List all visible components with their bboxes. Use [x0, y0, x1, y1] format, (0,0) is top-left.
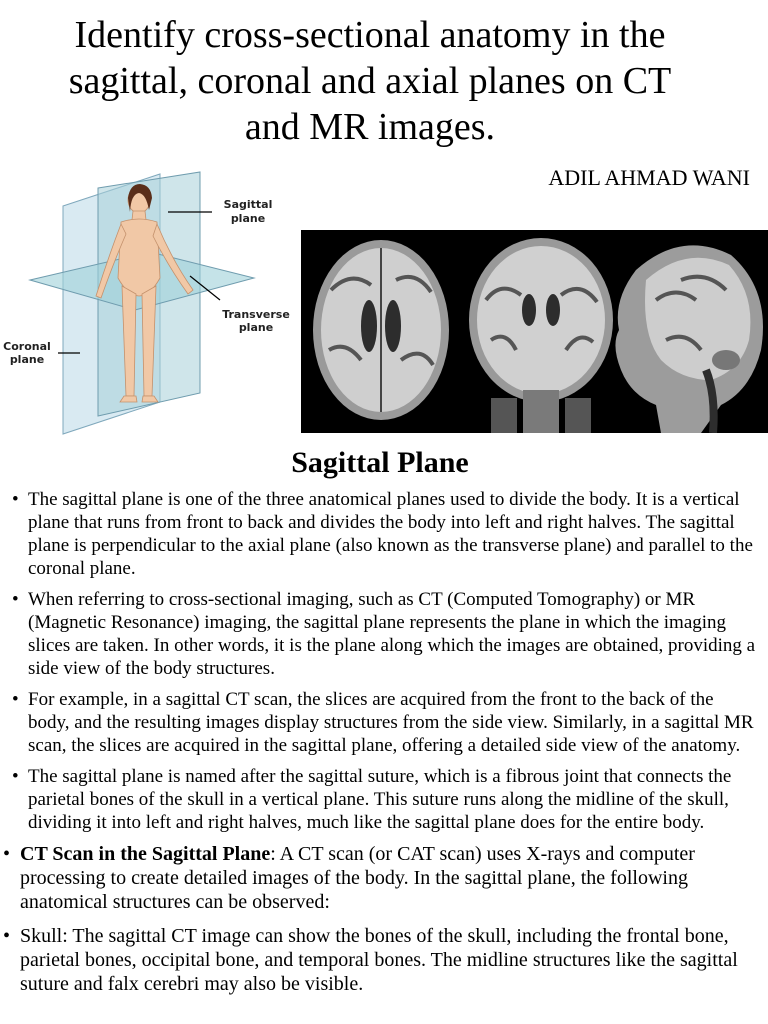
transverse-label-line2: plane	[238, 321, 274, 334]
section-heading: Sagittal Plane	[291, 446, 469, 479]
coronal-label-line2: plane	[9, 353, 45, 366]
coronal-label-line1: Coronal	[3, 340, 51, 353]
anatomical-planes-diagram	[0, 168, 300, 436]
list-item: • The sagittal plane is one of the three anatomical planes used to divide the body. It is a vertical plane that runs from front to back and divides the body into left and right halves. The sagittal plane is perpendicular to the axial plane (also known as the transverse plane) and parallel to the coronal plane.	[0, 488, 768, 580]
content-list	[0, 488, 768, 1006]
axial-mri-image	[313, 240, 449, 420]
mri-scans-panel	[301, 230, 768, 433]
ct-scan-item	[0, 842, 768, 914]
author-name: ADIL AHMAD WANI	[548, 165, 750, 190]
list-item: • For example, in a sagittal CT scan, the slices are acquired from the front to the back of the body, and the resulting images display structures from the side view. Similarly, in a sagittal MR scan, the slices are acquired in the sagittal plane, offering a detailed side view of the anatomy.	[0, 688, 768, 757]
skull-item: • Skull: The sagittal CT image can show the bones of the skull, including the frontal bone, parietal bones, occipital bone, and temporal bones. The midline structures like the sagittal suture and falx cerebri may also be visible.	[0, 924, 768, 996]
ct-scan-text: : A CT scan (or CAT scan) uses X-rays and computer processing to create detailed images of the body. In the sagittal plane, the following anatomical structures can be observed:	[20, 843, 695, 913]
page-title: Identify cross-sectional anatomy in the sagittal, coronal and axial planes on CT and MR images.	[68, 14, 672, 148]
list-item: • The sagittal plane is named after the sagittal suture, which is a fibrous joint that connects the parietal bones of the skull in a vertical plane. This suture runs along the midline of the skull, dividing it into left and right halves, much like the sagittal plane does for the entire body.	[0, 765, 768, 834]
transverse-label-line1: Transverse	[222, 308, 290, 321]
ct-scan-heading: CT Scan in the Sagittal Plane	[20, 843, 271, 865]
sagittal-label-line2: plane	[230, 212, 266, 225]
sagittal-label-line1: Sagittal	[223, 198, 273, 211]
list-item: • When referring to cross-sectional imaging, such as CT (Computed Tomography) or MR (Magnetic Resonance) imaging, the sagittal plane represents the plane in which the imaging slices are taken. In other words, it is the plane along which the images are obtained, providing a side view of the body structures.	[0, 588, 768, 680]
